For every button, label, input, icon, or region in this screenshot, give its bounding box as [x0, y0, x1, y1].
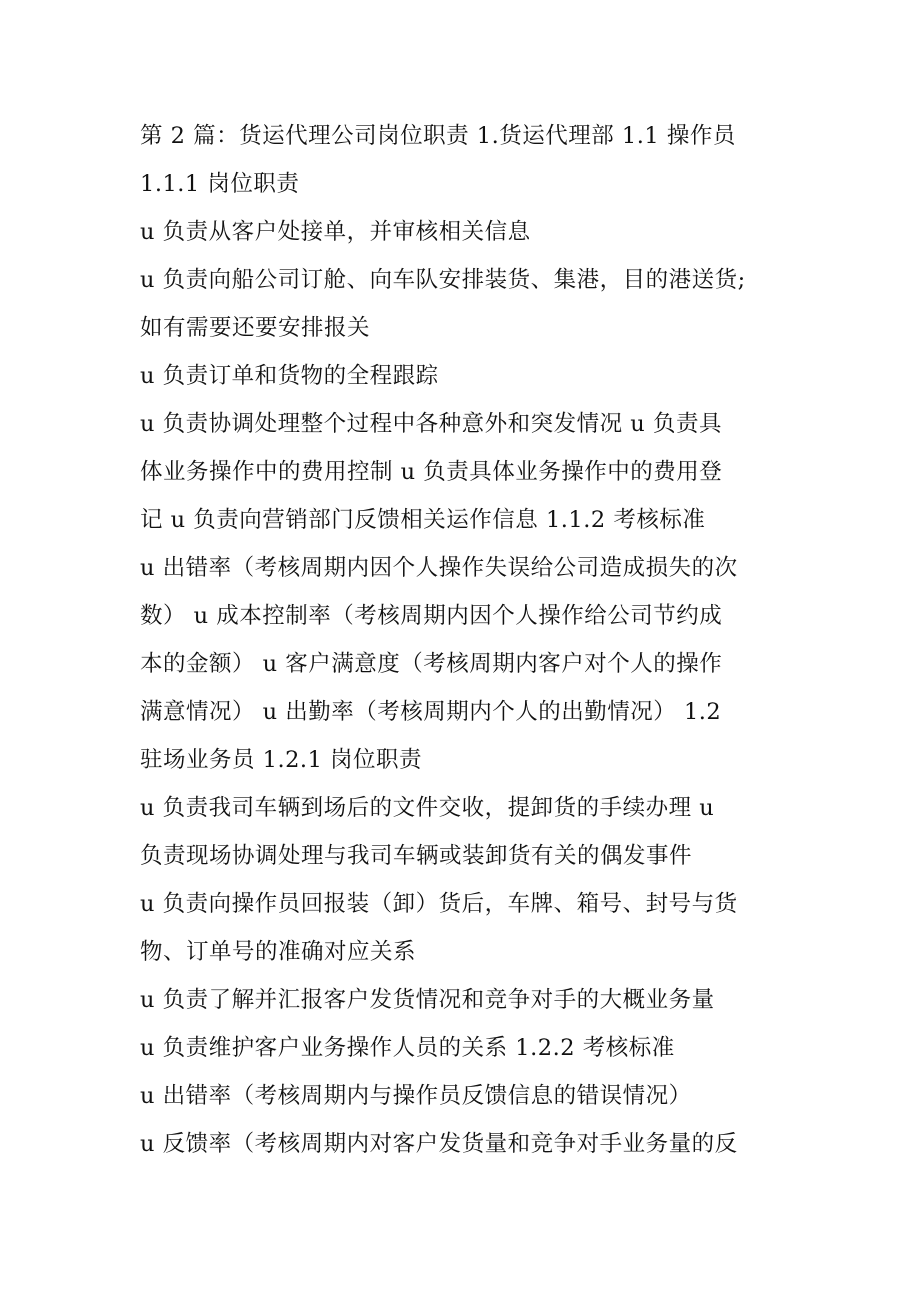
- text-line: u 反馈率（考核周期内对客户发货量和竞争对手业务量的反: [140, 1131, 738, 1157]
- text-line: 如有需要还要安排报关: [140, 315, 371, 341]
- text-line: u 负责从客户处接单，并审核相关信息: [140, 219, 531, 245]
- text-line-section-heading: 1.1.1 岗位职责: [140, 171, 300, 197]
- text-line: 记 u 负责向营销部门反馈相关运作信息 1.1.2 考核标准: [140, 507, 706, 533]
- text-line: u 负责向操作员回报装（卸）货后，车牌、箱号、封号与货: [140, 891, 738, 917]
- text-line: u 负责我司车辆到场后的文件交收，提卸货的手续办理 u: [140, 795, 715, 821]
- text-line-title: 第 2 篇：货运代理公司岗位职责 1.货运代理部 1.1 操作员: [140, 123, 736, 149]
- text-line: 驻场业务员 1.2.1 岗位职责: [140, 747, 423, 773]
- text-line: u 负责向船公司订舱、向车队安排装货、集港，目的港送货;: [140, 267, 746, 293]
- text-line: 负责现场协调处理与我司车辆或装卸货有关的偶发事件: [140, 843, 693, 869]
- text-line: 本的金额） u 客户满意度（考核周期内客户对个人的操作: [140, 651, 723, 677]
- text-line: u 出错率（考核周期内与操作员反馈信息的错误情况）: [140, 1083, 692, 1109]
- text-line: 数） u 成本控制率（考核周期内因个人操作给公司节约成: [140, 603, 723, 629]
- text-line: 体业务操作中的费用控制 u 负责具体业务操作中的费用登: [140, 459, 723, 485]
- text-line: 满意情况） u 出勤率（考核周期内个人的出勤情况） 1.2: [140, 699, 722, 725]
- text-line: u 负责订单和货物的全程跟踪: [140, 363, 439, 389]
- text-line: u 负责协调处理整个过程中各种意外和突发情况 u 负责具: [140, 411, 722, 437]
- text-line: u 负责维护客户业务操作人员的关系 1.2.2 考核标准: [140, 1035, 675, 1061]
- document-body: [140, 112, 790, 1168]
- text-line: u 负责了解并汇报客户发货情况和竞争对手的大概业务量: [140, 987, 715, 1013]
- text-line: 物、订单号的准确对应关系: [140, 939, 417, 965]
- text-line: u 出错率（考核周期内因个人操作失误给公司造成损失的次: [140, 555, 738, 581]
